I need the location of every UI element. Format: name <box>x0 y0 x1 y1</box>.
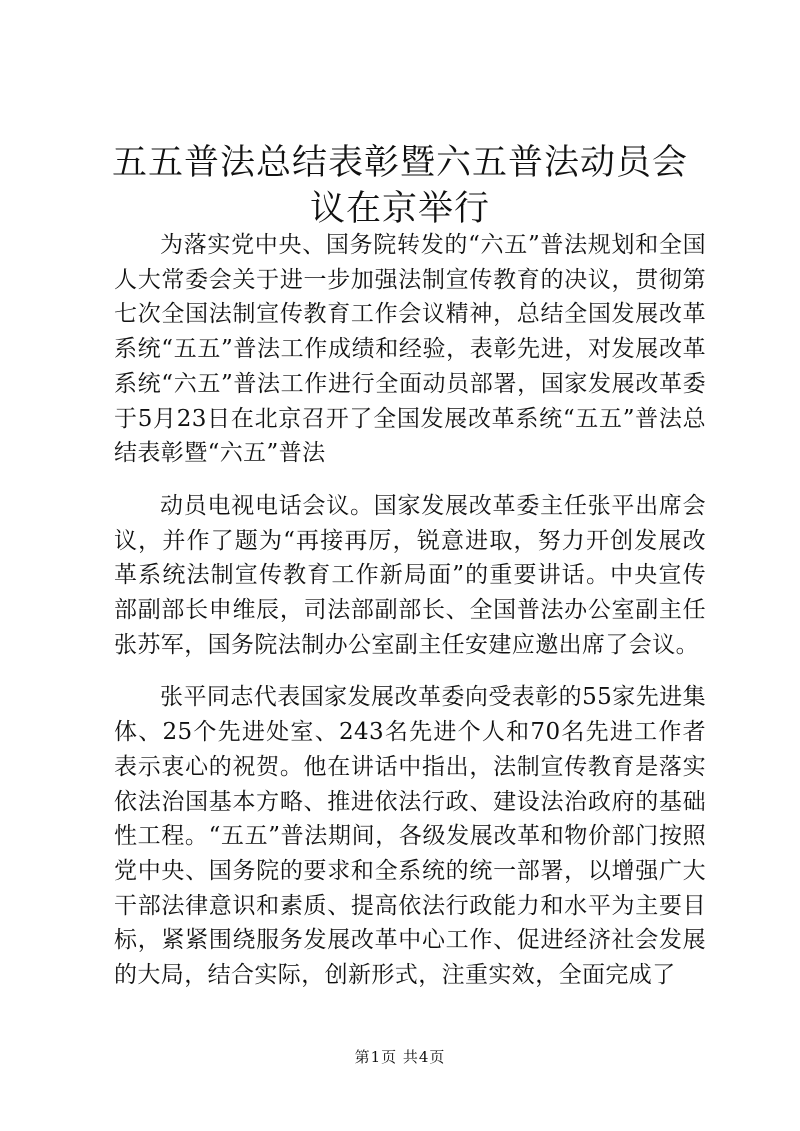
document-title: 五五普法总结表彰暨六五普法动员会议在京举行 <box>111 143 688 229</box>
document-body <box>114 228 706 993</box>
page-indicator: 第1页 共4页 <box>354 1048 446 1066</box>
page-footer <box>0 1047 800 1067</box>
paragraph-2: 动员电视电话会议。国家发展改革委主任张平出席会议，并作了题为“再接再厉，锐意进取，努力开创发展改革系统法制宣传教育工作新局面”的重要讲话。中央宣传部副部长申维辰，司法部副部长、全国普法办公室副主任张苏军，国务院法制办公室副主任安建应邀出席了会议。 <box>114 492 706 658</box>
paragraph-3: 张平同志代表国家发展改革委向受表彰的55家先进集体、25个先进处室、243名先进个人和70名先进工作者表示衷心的祝贺。他在讲话中指出，法制宣传教育是落实依法治国基本方略、推进依法行政、建设法治政府的基础性工程。“五五”普法期间，各级发展改革和物价部门按照党中央、国务院的要求和全系统的统一部署，以增强广大干部法律意识和素质、提高依法行政能力和水平为主要目标，紧紧围绕服务发展改革中心工作、促进经济社会发展的大局，结合实际，创新形式，注重实效，全面完成了 <box>114 684 706 989</box>
paragraph-1: 为落实党中央、国务院转发的“六五”普法规划和全国人大常委会关于进一步加强法制宣传教育的决议，贯彻第七次全国法制宣传教育工作会议精神，总结全国发展改革系统“五五”普法工作成绩和经验，表彰先进，对发展改革系统“六五”普法工作进行全面动员部署，国家发展改革委于5月23日在北京召开了全国发展改革系统“五五”普法总结表彰暨“六五”普法 <box>114 232 706 467</box>
